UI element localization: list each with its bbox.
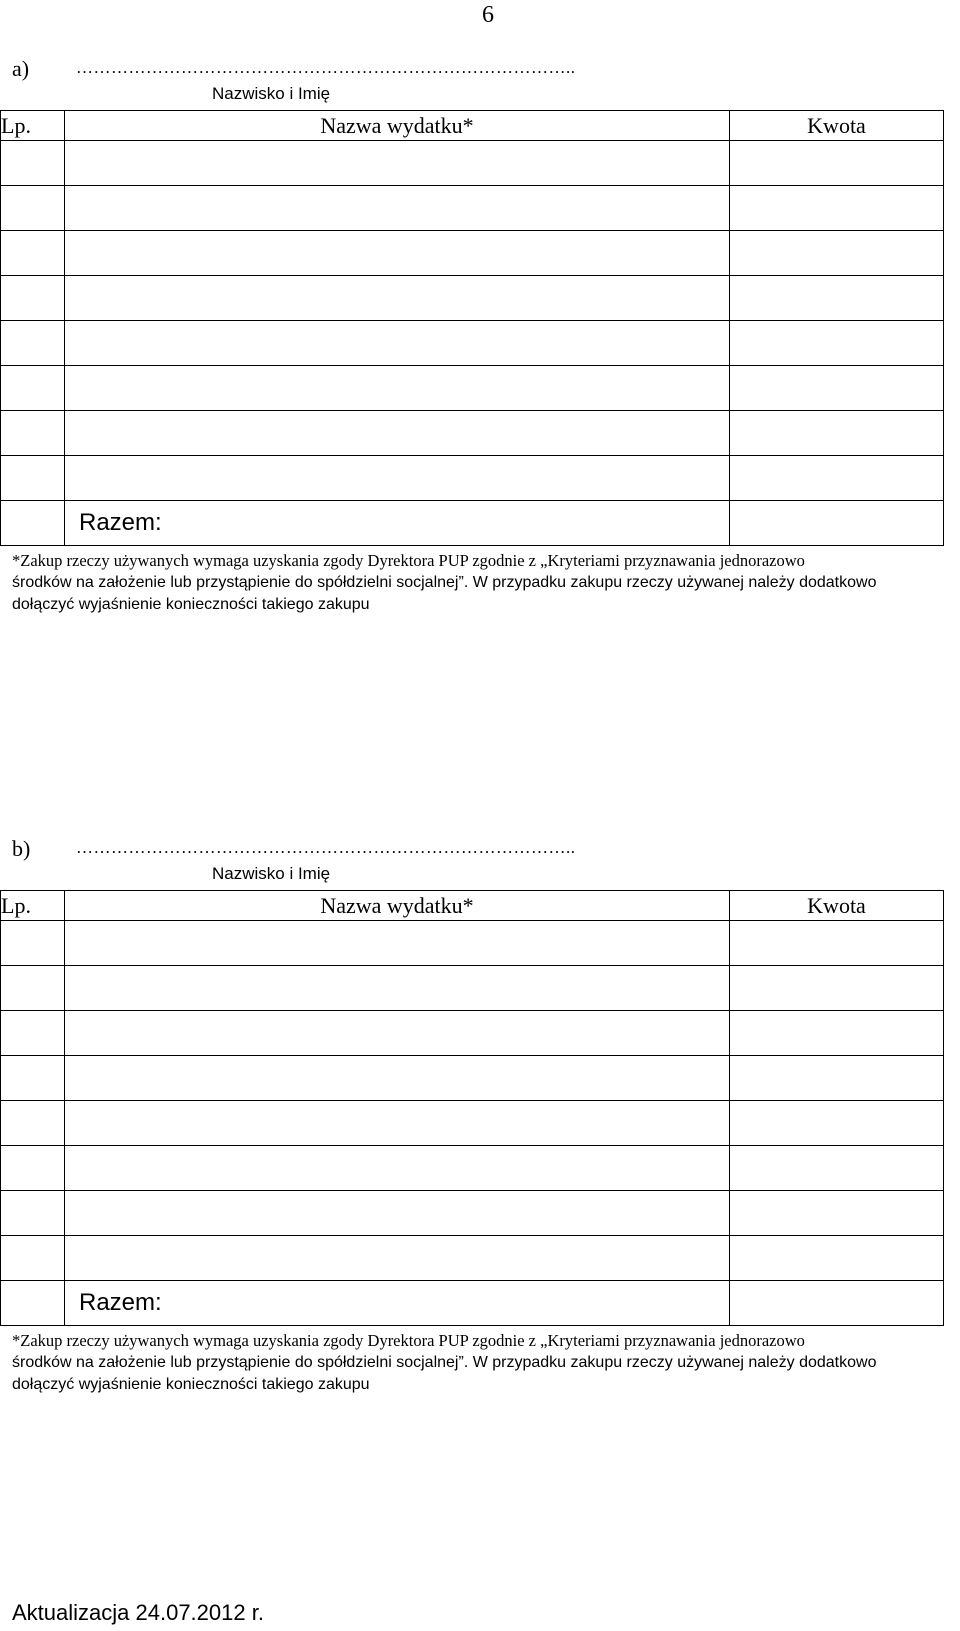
amount-cell[interactable] <box>730 141 944 186</box>
razem-total-cell[interactable] <box>730 1281 944 1326</box>
amount-cell[interactable] <box>730 1191 944 1236</box>
footnote-line: *Zakup rzeczy używanych wymaga uzyskania zgody Dyrektora PUP zgodnie z „Kryteriami przyznawania jednorazowo <box>12 551 805 570</box>
expense-name-cell[interactable] <box>65 456 730 501</box>
table-row <box>1 1146 944 1191</box>
update-date-footer: Aktualizacja 24.07.2012 r. <box>12 1600 264 1625</box>
table-row <box>1 1056 944 1101</box>
footnote-line: dołączyć wyjaśnienie konieczności takiego zakupu <box>12 1376 370 1393</box>
amount-cell[interactable] <box>730 1101 944 1146</box>
table-row <box>1 1191 944 1236</box>
amount-cell[interactable] <box>730 1146 944 1191</box>
table-row <box>1 276 944 321</box>
footnote <box>12 1330 960 1396</box>
expense-name-cell[interactable] <box>65 1191 730 1236</box>
expense-name-cell[interactable] <box>65 1011 730 1056</box>
section-letter: b) <box>12 836 31 861</box>
section-b <box>0 832 960 1396</box>
table-row <box>1 411 944 456</box>
header-amount: Kwota <box>730 111 944 141</box>
razem-label: Razem: <box>79 509 162 536</box>
table-row <box>1 966 944 1011</box>
lp-cell[interactable] <box>1 1146 65 1191</box>
expense-name-cell[interactable] <box>65 366 730 411</box>
footnote <box>12 550 960 616</box>
lp-cell[interactable] <box>1 366 65 411</box>
lp-cell[interactable] <box>1 321 65 366</box>
amount-cell[interactable] <box>730 1056 944 1101</box>
expense-name-cell[interactable] <box>65 186 730 231</box>
expense-name-cell[interactable] <box>65 321 730 366</box>
table-row <box>1 1011 944 1056</box>
expenses-table <box>0 890 944 1326</box>
expense-name-cell[interactable] <box>65 1146 730 1191</box>
table-row <box>1 456 944 501</box>
footnote-line: środków na założenie lub przystąpienie do spółdzielni socjalnej”. W przypadku zakupu rzeczy używanej należy dodatkowo <box>12 1354 877 1371</box>
expenses-table <box>0 110 944 546</box>
lp-cell[interactable] <box>1 966 65 1011</box>
table-header-row <box>1 891 944 921</box>
razem-spacer <box>1 501 65 546</box>
table-row <box>1 231 944 276</box>
lp-cell[interactable] <box>1 1011 65 1056</box>
table-row <box>1 921 944 966</box>
applicant-name-line <box>0 832 960 890</box>
expense-name-cell[interactable] <box>65 966 730 1011</box>
amount-cell[interactable] <box>730 366 944 411</box>
expense-name-cell[interactable] <box>65 1101 730 1146</box>
lp-cell[interactable] <box>1 411 65 456</box>
amount-cell[interactable] <box>730 921 944 966</box>
table-row <box>1 141 944 186</box>
lp-cell[interactable] <box>1 1056 65 1101</box>
lp-cell[interactable] <box>1 921 65 966</box>
amount-cell[interactable] <box>730 321 944 366</box>
razem-row <box>1 1281 944 1326</box>
expense-name-cell[interactable] <box>65 411 730 456</box>
page-number: 6 <box>482 2 494 28</box>
header-expense-name: Nazwa wydatku* <box>65 891 730 921</box>
amount-cell[interactable] <box>730 186 944 231</box>
lp-cell[interactable] <box>1 231 65 276</box>
razem-row <box>1 501 944 546</box>
name-fill-line[interactable]: ………………………………………………………………………….. <box>76 58 576 77</box>
table-row <box>1 1101 944 1146</box>
amount-cell[interactable] <box>730 231 944 276</box>
expense-name-cell[interactable] <box>65 1056 730 1101</box>
footnote-line: *Zakup rzeczy używanych wymaga uzyskania zgody Dyrektora PUP zgodnie z „Kryteriami przyznawania jednorazowo <box>12 1331 805 1350</box>
expense-name-cell[interactable] <box>65 231 730 276</box>
applicant-name-line <box>0 52 960 110</box>
lp-cell[interactable] <box>1 1191 65 1236</box>
table-row <box>1 321 944 366</box>
section-letter: a) <box>12 56 30 81</box>
footnote-line: środków na założenie lub przystąpienie do spółdzielni socjalnej”. W przypadku zakupu rzeczy używanej należy dodatkowo <box>12 574 877 591</box>
razem-label-cell <box>65 501 730 546</box>
table-row <box>1 1236 944 1281</box>
header-lp: Lp. <box>1 111 65 141</box>
name-fill-line[interactable]: ………………………………………………………………………….. <box>76 838 576 857</box>
lp-cell[interactable] <box>1 186 65 231</box>
table-row <box>1 366 944 411</box>
footnote-line: dołączyć wyjaśnienie konieczności takiego zakupu <box>12 596 370 613</box>
amount-cell[interactable] <box>730 1236 944 1281</box>
amount-cell[interactable] <box>730 1011 944 1056</box>
razem-label: Razem: <box>79 1289 162 1316</box>
amount-cell[interactable] <box>730 456 944 501</box>
name-caption: Nazwisko i Imię <box>212 864 331 883</box>
lp-cell[interactable] <box>1 276 65 321</box>
header-expense-name: Nazwa wydatku* <box>65 111 730 141</box>
name-caption: Nazwisko i Imię <box>212 84 331 103</box>
amount-cell[interactable] <box>730 276 944 321</box>
lp-cell[interactable] <box>1 1236 65 1281</box>
razem-spacer <box>1 1281 65 1326</box>
header-amount: Kwota <box>730 891 944 921</box>
header-lp: Lp. <box>1 891 65 921</box>
amount-cell[interactable] <box>730 411 944 456</box>
expense-name-cell[interactable] <box>65 921 730 966</box>
expense-name-cell[interactable] <box>65 1236 730 1281</box>
expense-name-cell[interactable] <box>65 276 730 321</box>
razem-total-cell[interactable] <box>730 501 944 546</box>
lp-cell[interactable] <box>1 456 65 501</box>
expense-name-cell[interactable] <box>65 141 730 186</box>
table-row <box>1 186 944 231</box>
lp-cell[interactable] <box>1 1101 65 1146</box>
razem-label-cell <box>65 1281 730 1326</box>
table-header-row <box>1 111 944 141</box>
lp-cell[interactable] <box>1 141 65 186</box>
amount-cell[interactable] <box>730 966 944 1011</box>
section-a <box>0 52 960 616</box>
